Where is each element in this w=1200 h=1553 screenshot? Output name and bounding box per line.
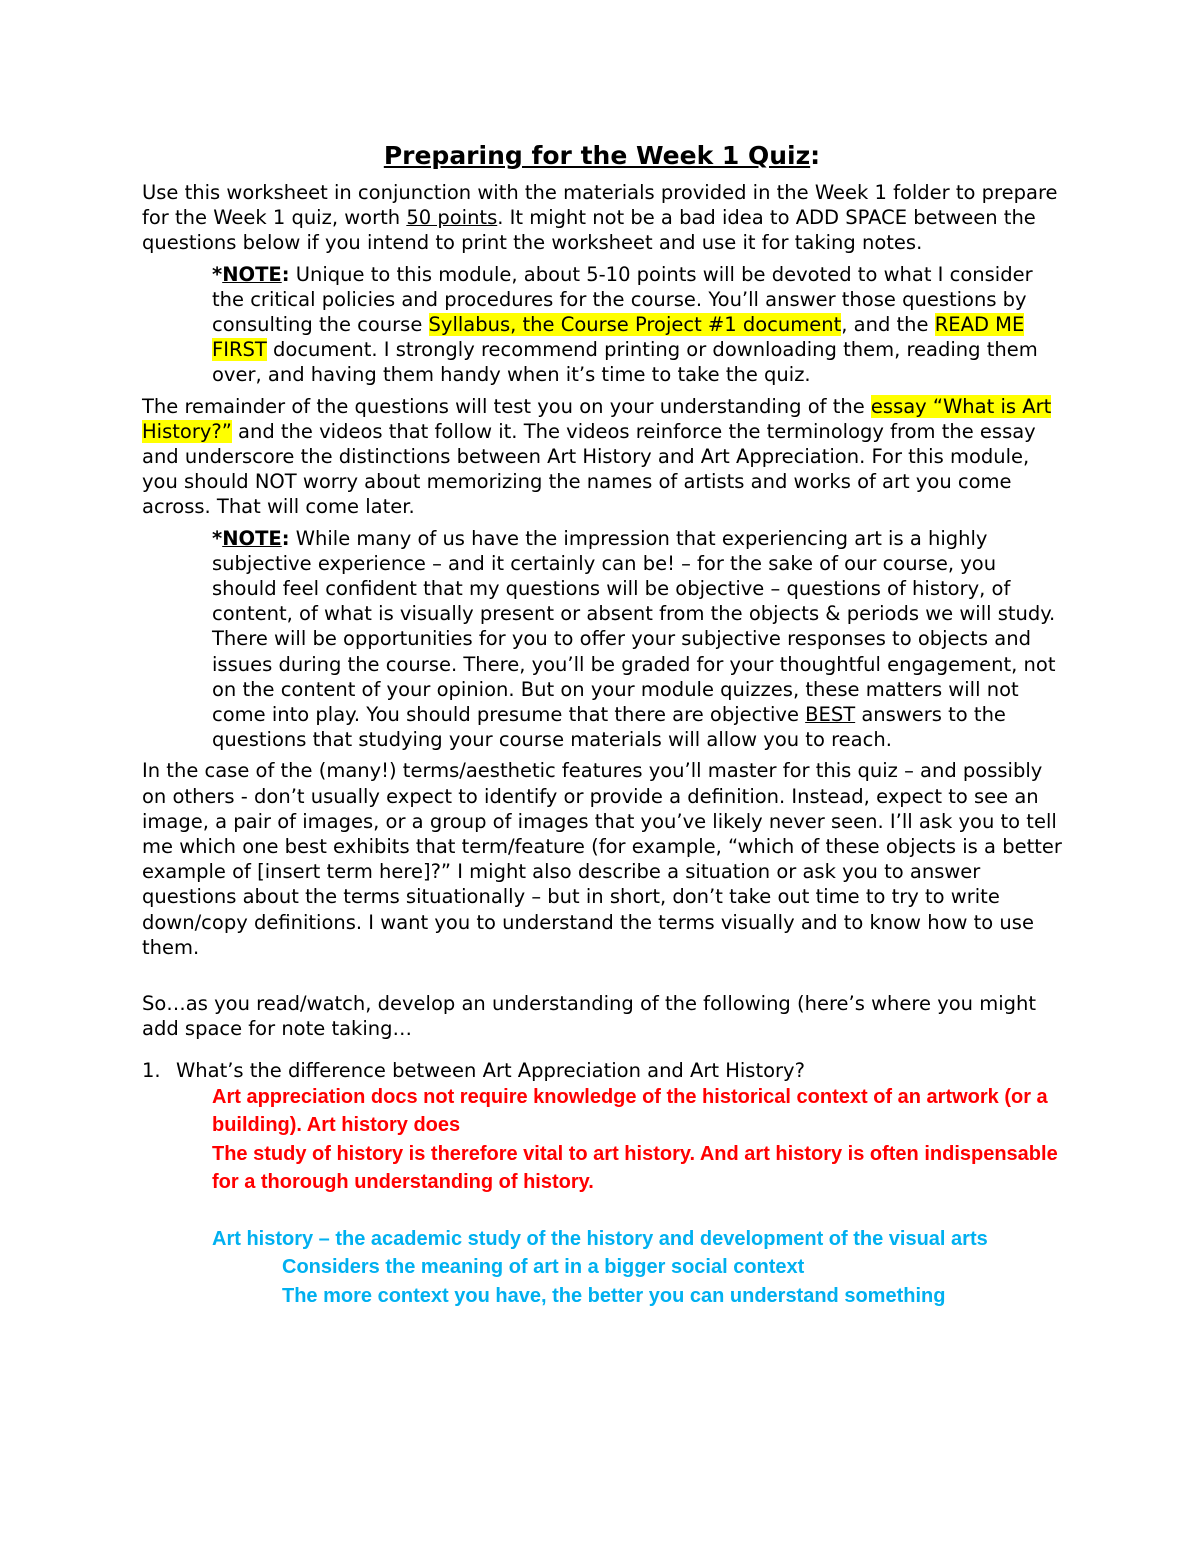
- note1-text-a: Unique to this module, about 5-10 points will be devoted to what I consider the critical policies and procedures for the course. You’ll answer those questions by consulting the course: [212, 262, 1033, 337]
- question-number: 1.: [142, 1058, 161, 1082]
- answer-blue-1: Art history – the academic study of the history and development of the visual arts: [212, 1227, 988, 1250]
- remainder-text-a: The remainder of the questions will test you on your understanding of the: [142, 394, 871, 418]
- note-label: NOTE: [222, 262, 282, 286]
- note-star: *: [212, 262, 223, 286]
- note-label: NOTE: [222, 526, 282, 550]
- note1-text-b: , and the: [841, 313, 935, 337]
- note2-text-b: answers to the questions that studying your course materials will allow you to reach.: [212, 703, 1006, 752]
- remainder-paragraph: [142, 394, 1062, 520]
- answer-red-2: The study of history is therefore vital to art history. And art history is often indispensable for a thorough understanding of history.: [212, 1142, 1058, 1194]
- points-value: 50 points: [406, 206, 498, 230]
- note-objective: [212, 526, 1062, 753]
- document-page: [142, 140, 1062, 1310]
- title-colon: :: [810, 141, 821, 170]
- highlight-syllabus: Syllabus, the Course Project #1 document: [428, 313, 842, 337]
- note-policies: [212, 262, 1062, 388]
- intro-text-a: Use this worksheet in conjunction with the materials provided in the Week 1 folder to prepare for the Week 1 quiz, worth: [142, 181, 1058, 230]
- note-colon: :: [281, 526, 290, 550]
- title-text: Preparing for the Week 1 Quiz: [383, 141, 811, 170]
- answer-blue-2: Considers the meaning of art in a bigger social context: [282, 1256, 805, 1279]
- highlight-essay: essay “What is Art History?”: [142, 394, 1052, 443]
- note2-text-a: While many of us have the impression that experiencing art is a highly subjective experience – and it certainly can be! – for the sake of our course, you should feel confident that my questions will be objective – questions of history, of content, of what is visually present or absent from the objects & periods we will study. There will be opportunities for you to offer your subjective responses to objects and issues during the course. There, you’ll be graded for your thoughtful engagement, not on the content of your opinion. But on your module quizzes, these matters will not come into play. You should presume that there are objective: [212, 526, 1056, 727]
- highlight-read-me-first: READ ME FIRST: [212, 313, 1025, 362]
- note-star: *: [212, 526, 223, 550]
- question-list: [142, 1058, 1062, 1311]
- question-item: [142, 1058, 1062, 1083]
- intro-text-b: . It might not be a bad idea to ADD SPACE between the questions below if you intend to print the worksheet and use it for taking notes.: [142, 206, 1036, 255]
- note-colon: :: [281, 262, 290, 286]
- remainder-text-b: and the videos that follow it. The videos reinforce the terminology from the essay and underscore the distinctions between Art History and Art Appreciation. For this module, you should NOT worry about memorizing the names of artists and works of art you come across. That will come later.: [142, 419, 1036, 519]
- answer-blue-3: The more context you have, the better you can understand something: [282, 1284, 946, 1307]
- answer-spacer: [212, 1197, 1062, 1225]
- note1-text-c: document. I strongly recommend printing or downloading them, reading them over, and having them handy when it’s time to take the quiz.: [212, 338, 1038, 387]
- answer-notes: [212, 1083, 1062, 1311]
- answer-red-1: Art appreciation docs not require knowledge of the historical context of an artwork (or a building). Art history does: [212, 1085, 1048, 1137]
- intro-paragraph: [142, 180, 1062, 256]
- blank-line: [142, 966, 1062, 991]
- question-text: What’s the difference between Art Appreciation and Art History?: [176, 1058, 805, 1082]
- page-title: [142, 140, 1062, 172]
- best-emphasis: BEST: [805, 703, 856, 727]
- terms-paragraph: In the case of the (many!) terms/aesthetic features you’ll master for this quiz – and possibly on others - don’t usually expect to identify or provide a definition. Instead, expect to see an image, a pair of images, or a group of images that you’ve likely never seen. I’ll ask you to tell me which one best exhibits that term/feature (for example, “which of these objects is a better example of [insert term here]?” I might also describe a situation or ask you to answer questions about the terms situationally – but in short, don’t take out time to try to write down/copy definitions. I want you to understand the terms visually and to know how to use them.: [142, 759, 1062, 959]
- so-paragraph: So…as you read/watch, develop an understanding of the following (here’s where you might add space for note taking…: [142, 992, 1037, 1041]
